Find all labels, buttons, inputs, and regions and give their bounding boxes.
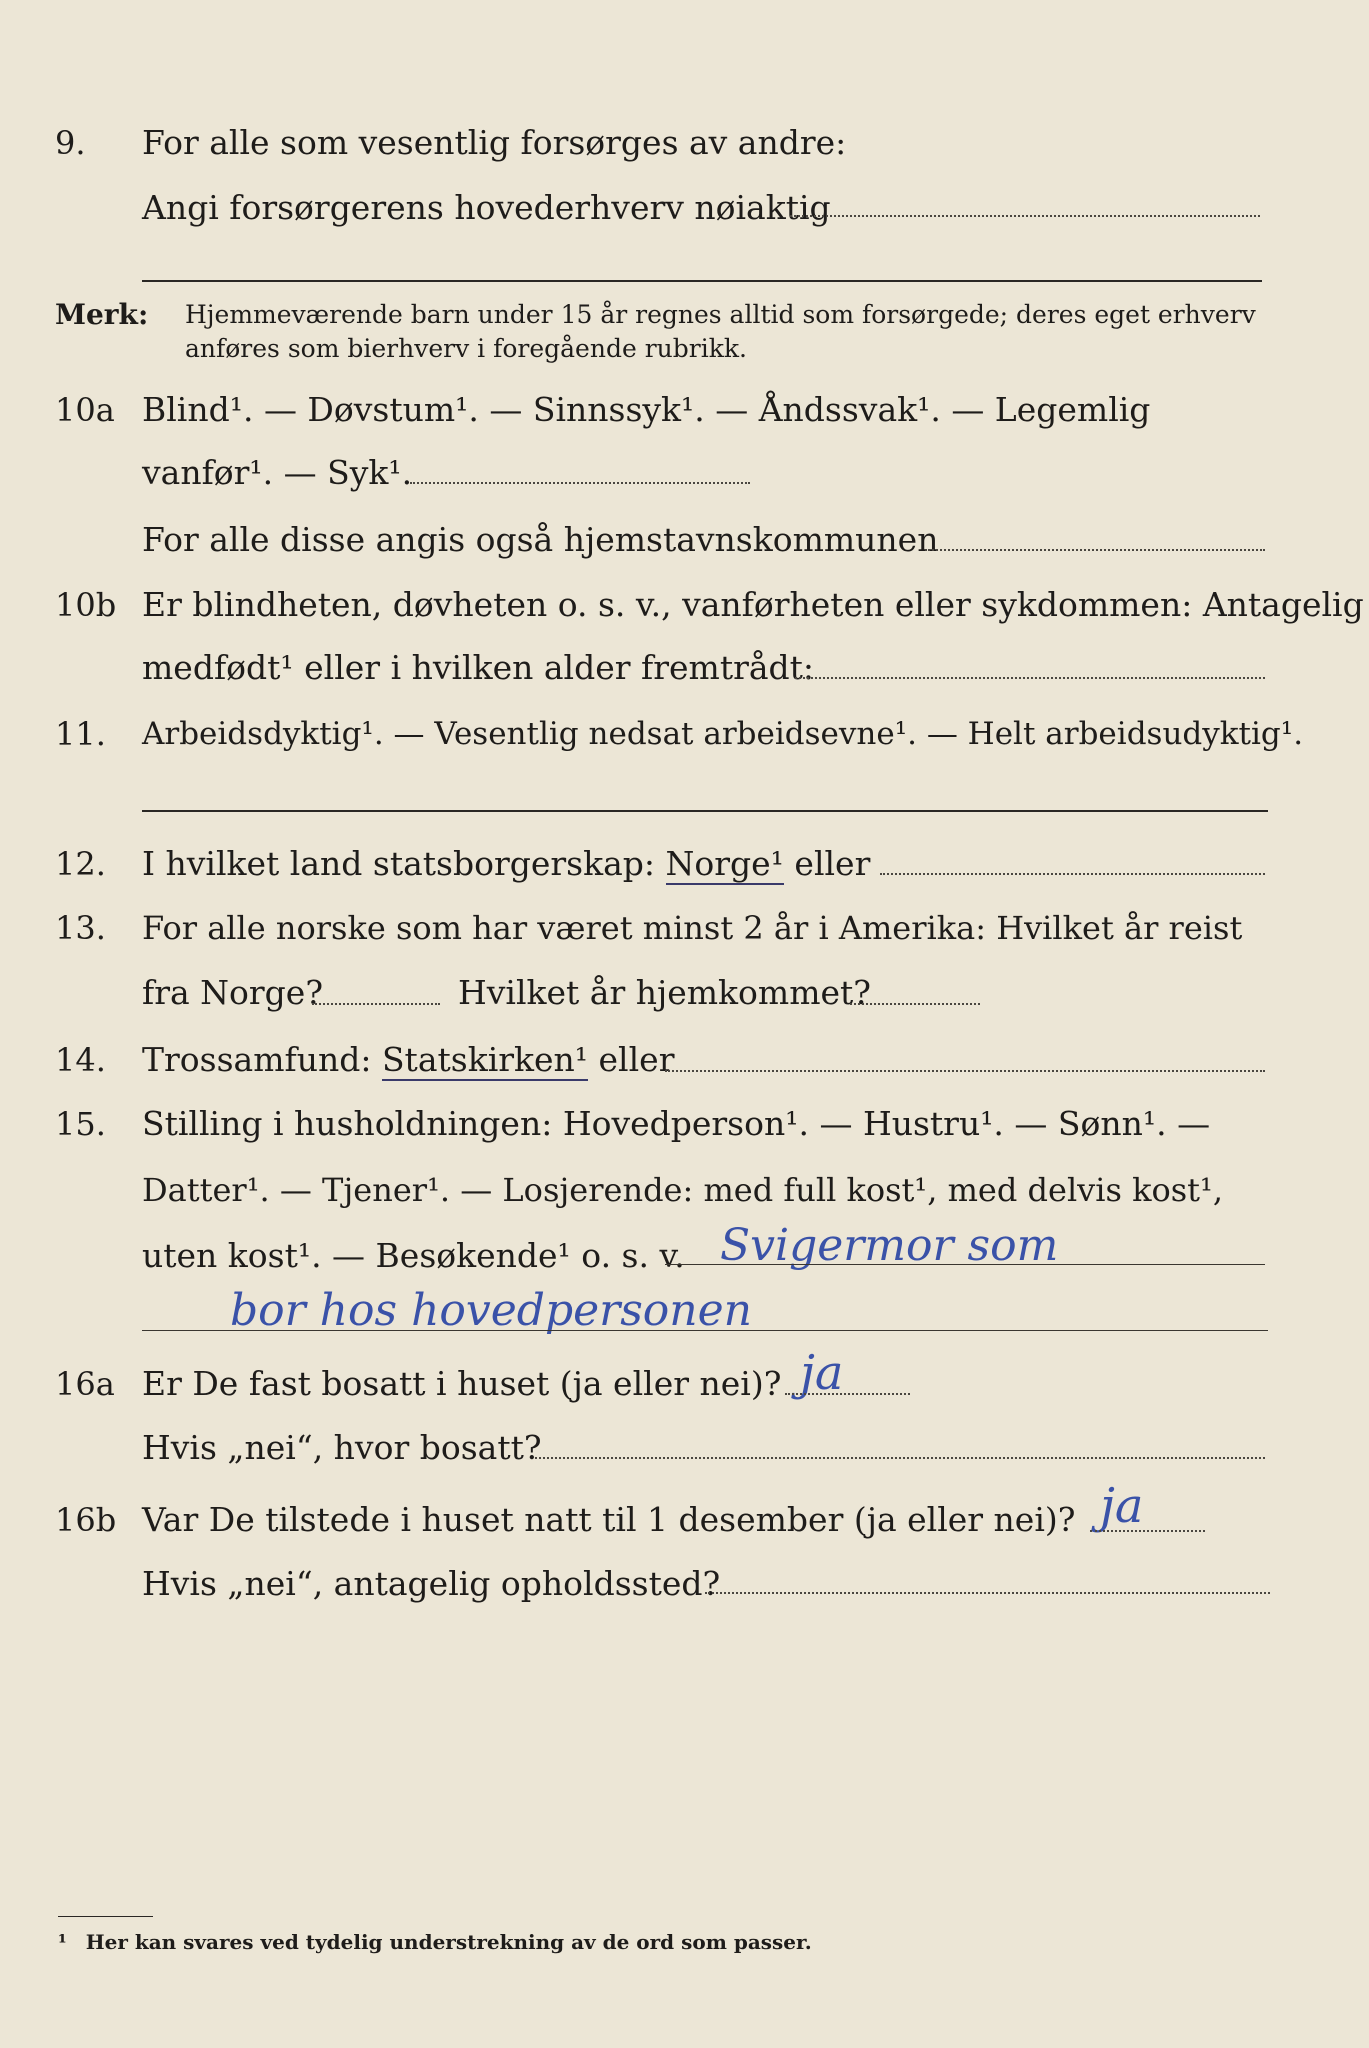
question-number: 10a (55, 391, 115, 429)
answer-line[interactable] (795, 677, 1265, 679)
answer-line[interactable] (1090, 1530, 1205, 1532)
answer-line[interactable] (142, 810, 1268, 812)
question-13-line-2 (0, 965, 1369, 1021)
question-12 (0, 836, 1369, 892)
question-15 (0, 1096, 1369, 1152)
question-text-part: Trossamfund: (142, 1040, 372, 1079)
question-text (142, 1032, 674, 1088)
question-text (142, 836, 870, 892)
question-text: Er blindheten, døvheten o. s. v., vanførheten eller sykdommen: Antagelig (142, 585, 1364, 624)
question-10b-line-2 (0, 640, 1369, 696)
note-label: Merk: (55, 298, 149, 331)
answer-line[interactable] (925, 549, 1265, 551)
question-text: Stilling i husholdningen: Hovedperson¹. — Hustru¹. — Sønn¹. — (142, 1104, 1211, 1143)
question-16a (0, 1356, 1369, 1412)
handwritten-answer: bor hos hovedpersonen (230, 1285, 752, 1336)
question-16b-line-2 (0, 1556, 1369, 1612)
question-text: uten kost¹. — Besøkende¹ o. s. v. (142, 1236, 685, 1275)
question-14 (0, 1032, 1369, 1088)
footnote (58, 1930, 812, 1954)
question-number: 16b (55, 1501, 117, 1539)
question-text: Arbeidsdyktig¹. — Vesentlig nedsat arbeidsevne¹. — Helt arbeidsudyktig¹. (142, 716, 1304, 752)
answer-line[interactable] (665, 1264, 1265, 1265)
question-text: For alle norske som har været minst 2 år i Amerika: Hvilket år reist (142, 909, 1243, 947)
answer-line[interactable] (142, 280, 1262, 282)
question-text-part: I hvilket land statsborgerskap: (142, 844, 656, 883)
question-16b (0, 1492, 1369, 1548)
question-9 (0, 115, 1369, 171)
question-15-line-2 (0, 1162, 1369, 1218)
underlined-choice[interactable]: Statskirken¹ (381, 1040, 589, 1079)
footnote-mark: ¹ (58, 1930, 67, 1954)
answer-line[interactable] (790, 215, 1260, 217)
question-text: Hvis „nei“, antagelig opholdssted? (142, 1564, 721, 1603)
handwritten-answer: ja (1100, 1478, 1144, 1534)
answer-line[interactable] (142, 1330, 1268, 1331)
footnote-rule (58, 1916, 153, 1917)
note-text: Hjemmeværende barn under 15 år regnes alltid som forsørgede; deres eget erhverv (185, 300, 1256, 329)
answer-line[interactable] (705, 1592, 1270, 1594)
question-text: Hvilket år hjemkommet? (458, 973, 871, 1012)
question-number: 12. (55, 845, 106, 883)
question-number: 13. (55, 909, 106, 947)
question-text: Datter¹. — Tjener¹. — Losjerende: med full kost¹, med delvis kost¹, (142, 1171, 1224, 1209)
question-text: For alle disse angis også hjemstavnskommunen (142, 520, 939, 559)
question-text: Hvis „nei“, hvor bosatt? (142, 1428, 542, 1467)
question-number: 11. (55, 715, 106, 753)
question-9-line-2 (0, 180, 1369, 236)
question-text: vanfør¹. — Syk¹. (142, 453, 413, 492)
question-10a (0, 382, 1369, 438)
answer-line[interactable] (880, 873, 1265, 875)
question-11 (0, 706, 1369, 762)
question-16a-line-2 (0, 1420, 1369, 1476)
question-number: 16a (55, 1365, 115, 1403)
question-13 (0, 900, 1369, 956)
answer-line[interactable] (665, 1070, 1265, 1072)
question-text: Var De tilstede i huset natt til 1 desember (ja eller nei)? (142, 1500, 1076, 1539)
question-15-line-3 (0, 1228, 1369, 1284)
answer-line[interactable] (850, 1003, 980, 1005)
answer-line[interactable] (312, 1003, 440, 1005)
question-number: 14. (55, 1041, 106, 1079)
answer-line[interactable] (410, 482, 750, 484)
note-text: anføres som bierhverv i foregående rubrikk. (185, 334, 747, 363)
question-text: Blind¹. — Døvstum¹. — Sinnssyk¹. — Åndssvak¹. — Legemlig (142, 390, 1151, 429)
footnote-text: Her kan svares ved tydelig understrekning av de ord som passer. (85, 1930, 812, 1954)
underlined-choice[interactable]: Norge¹ (665, 844, 784, 883)
question-number: 9. (55, 124, 86, 162)
question-text: fra Norge? (142, 973, 324, 1012)
handwritten-answer: ja (800, 1345, 844, 1401)
question-text: For alle som vesentlig forsørges av andre: (142, 123, 847, 162)
question-number: 15. (55, 1105, 106, 1143)
question-10a-line-2 (0, 445, 1369, 501)
handwritten-answer: Svigermor som (720, 1220, 1059, 1271)
question-text-part: eller (598, 1040, 675, 1079)
question-10b (0, 577, 1369, 633)
answer-line[interactable] (785, 1393, 910, 1395)
question-10a-line-3 (0, 512, 1369, 568)
question-text: Angi forsørgerens hovederhverv nøiaktig (142, 188, 831, 227)
question-text: medfødt¹ eller i hvilken alder fremtrådt: (142, 648, 815, 687)
question-text-part: eller (794, 844, 871, 883)
answer-line[interactable] (535, 1457, 1265, 1459)
question-text: Er De fast bosatt i huset (ja eller nei)? (142, 1364, 782, 1403)
question-number: 10b (55, 586, 117, 624)
